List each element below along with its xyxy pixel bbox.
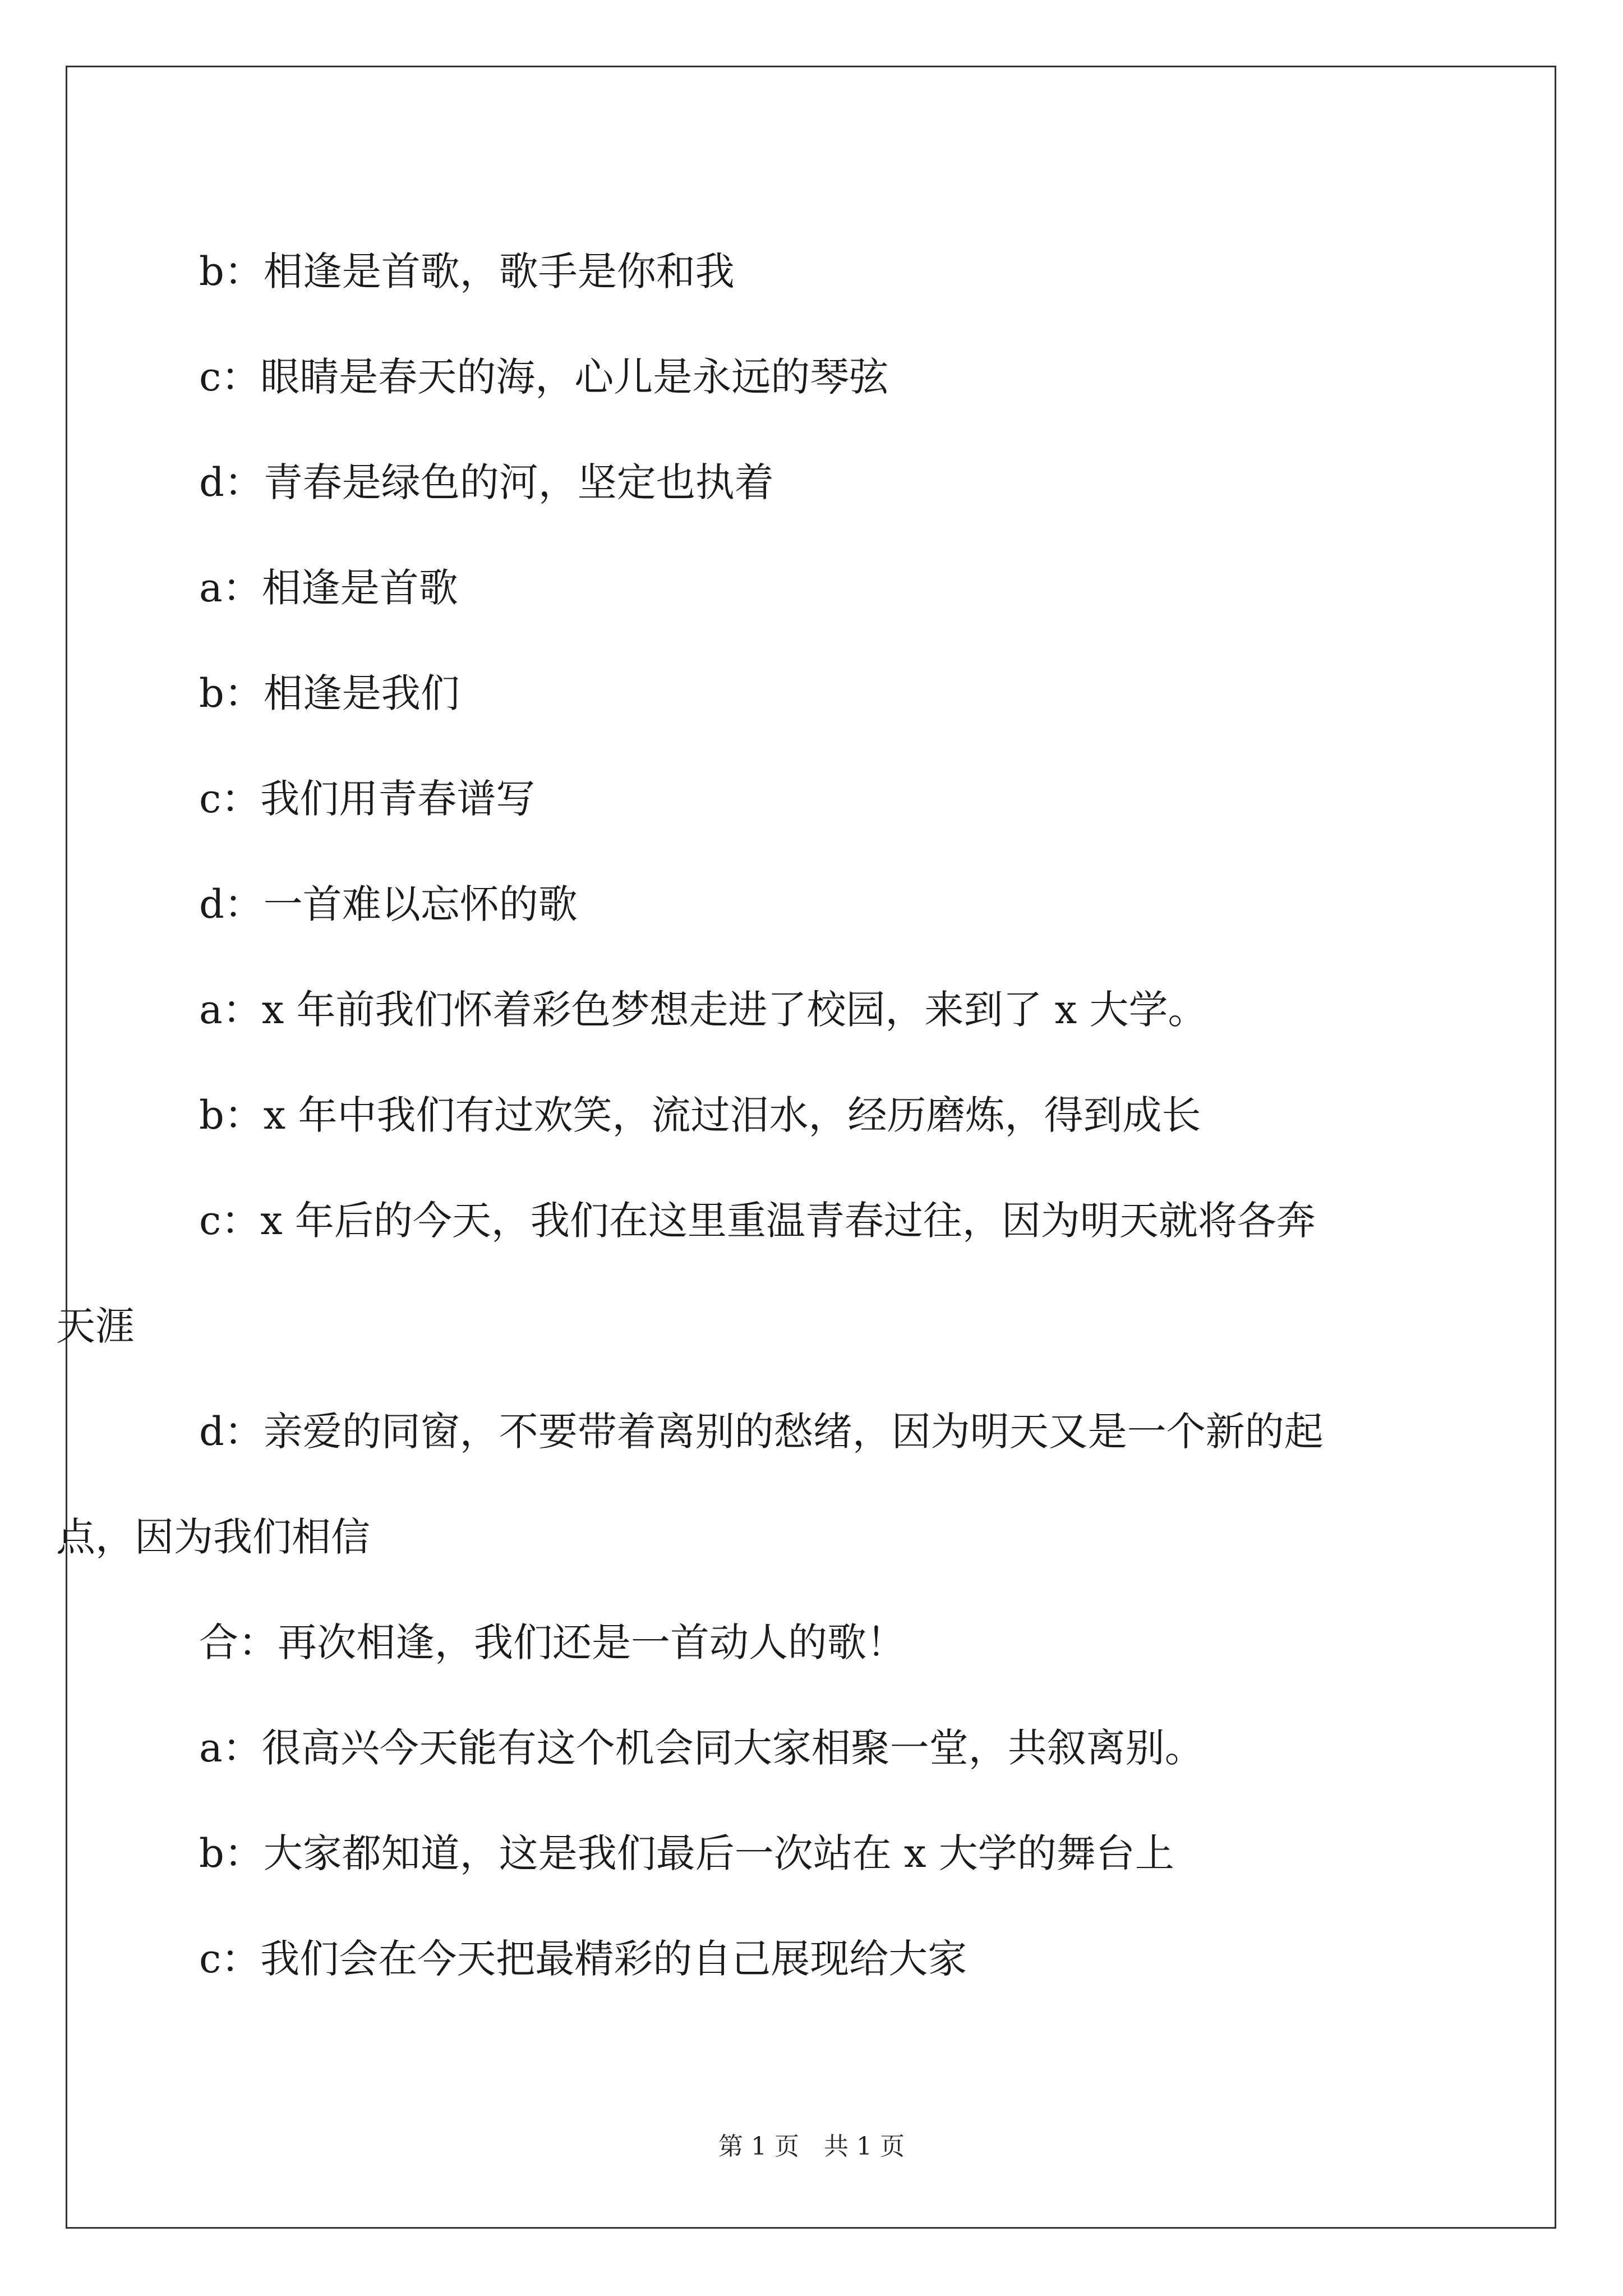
- paragraph-11-line-1: d：亲爱的同窗，不要带着离别的愁绪，因为明天又是一个新的起: [199, 1409, 1324, 1455]
- paragraph-15: c：我们会在今天把最精彩的自己展现给大家: [199, 1936, 967, 1982]
- paragraph-12: 合：再次相逢，我们还是一首动人的歌！: [199, 1619, 906, 1665]
- paragraph-10-line-2: 天涯: [56, 1303, 135, 1349]
- paragraph-8: a：x 年前我们怀着彩色梦想走进了校园，来到了 x 大学。: [199, 987, 1207, 1033]
- paragraph-3: d：青春是绿色的河，坚定也执着: [199, 459, 774, 505]
- paragraph-10-line-1: c：x 年后的今天，我们在这里重温青春过往，因为明天就将各奔: [199, 1198, 1316, 1244]
- paragraph-2: c：眼睛是春天的海，心儿是永远的琴弦: [199, 354, 889, 400]
- page-number-label: 第 1 页 共 1 页: [718, 2132, 905, 2161]
- paragraph-7: d：一首难以忘怀的歌: [199, 881, 578, 927]
- paragraph-11-line-2: 点，因为我们相信: [56, 1514, 370, 1560]
- paragraph-1: b：相逢是首歌，歌手是你和我: [199, 249, 735, 295]
- paragraph-9: b：x 年中我们有过欢笑，流过泪水，经历磨炼，得到成长: [199, 1092, 1201, 1138]
- paragraph-6: c：我们用青春谱写: [199, 776, 536, 822]
- page-footer: [0, 2126, 1623, 2162]
- paragraph-4: a：相逢是首歌: [199, 565, 458, 611]
- paragraph-11: [56, 1379, 1433, 1590]
- paragraph-13: a：很高兴今天能有这个机会同大家相聚一堂，共叙离别。: [199, 1725, 1204, 1771]
- paragraph-14: b：大家都知道，这是我们最后一次站在 x 大学的舞台上: [199, 1830, 1174, 1876]
- document-body: [56, 219, 1433, 2012]
- paragraph-5: b：相逢是我们: [199, 670, 460, 716]
- paragraph-10: [56, 1168, 1433, 1379]
